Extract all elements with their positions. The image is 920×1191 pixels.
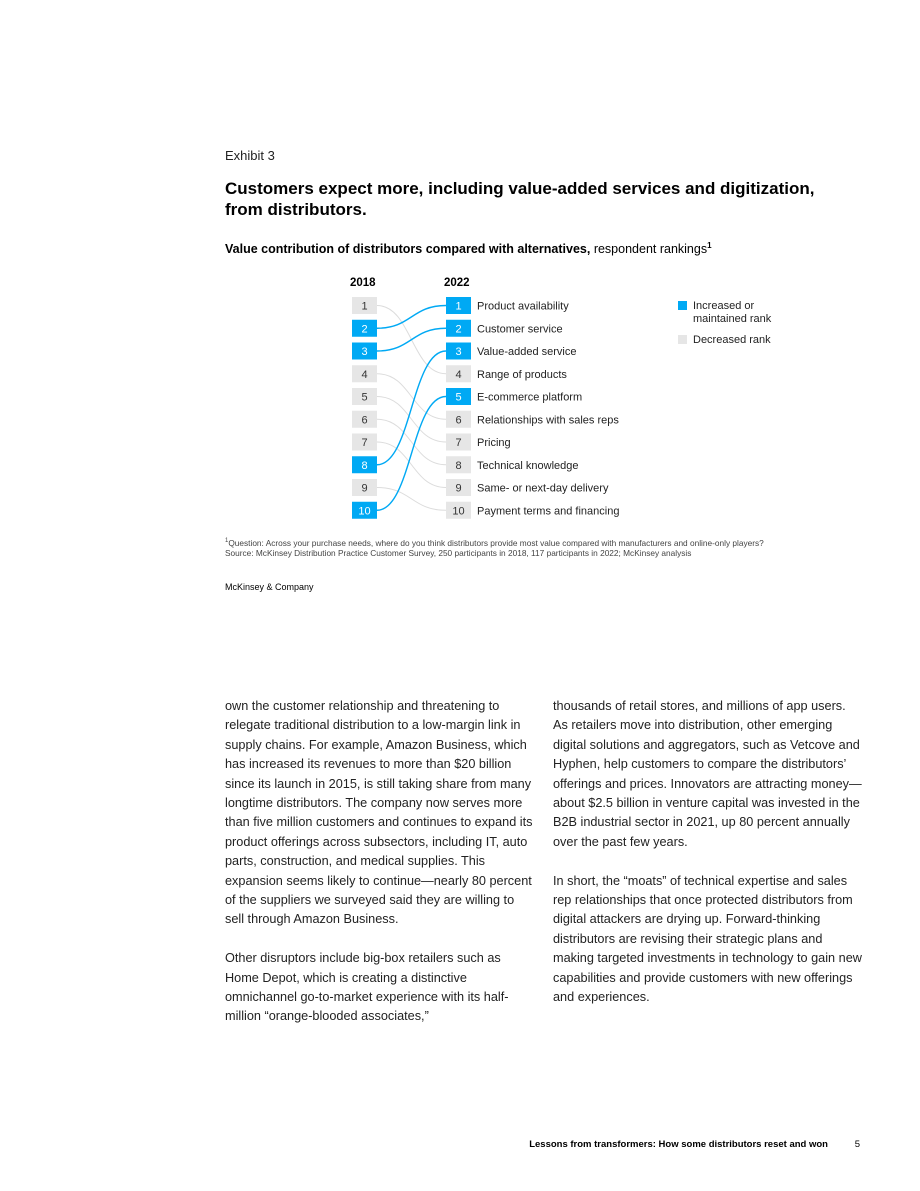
rank-label-2022: 7 — [455, 437, 462, 449]
footnote — [225, 536, 825, 559]
subtitle-bold: Value contribution of distributors compared with alternatives, — [225, 242, 591, 257]
item-label: E-commerce platform — [477, 391, 583, 404]
rank-label-2018: 7 — [361, 437, 368, 449]
footer-title: Lessons from transformers: How some distributors reset and won — [529, 1139, 828, 1150]
rank-label-2022: 1 — [455, 300, 462, 313]
item-label: Value-added service — [477, 346, 577, 358]
brand-label: McKinsey & Company — [225, 582, 314, 592]
page-number: 5 — [854, 1139, 860, 1150]
connector-line-increased — [377, 328, 446, 351]
rank-label-2022: 8 — [455, 459, 462, 472]
legend-label-increased-line2: maintained rank — [693, 313, 772, 325]
footnote-source: Source: McKinsey Distribution Practice Customer Survey, 250 participants in 2018, 117 participants in 2022; McKinsey analysis — [225, 548, 692, 559]
rank-label-2022: 2 — [455, 323, 462, 336]
rank-label-2018: 10 — [358, 505, 371, 518]
connector-line-increased — [377, 351, 446, 465]
exhibit-label: Exhibit 3 — [225, 148, 275, 163]
item-label: Technical knowledge — [477, 459, 579, 472]
body-paragraph: Other disruptors include big-box retailers such as Home Depot, which is creating a distinctive omnichannel go-to-market experience with its half-million “orange-blooded associates,” — [225, 951, 509, 1024]
connector-line-increased — [377, 306, 446, 329]
item-label: Range of products — [477, 368, 567, 381]
rank-label-2022: 3 — [455, 346, 462, 358]
item-label: Payment terms and financing — [477, 505, 620, 518]
item-label: Relationships with sales reps — [477, 414, 619, 427]
slope-chart — [0, 0, 920, 530]
footnote-question-text: Question: Across your purchase needs, where do you think distributors provide most value compared with manufacturers and online-only players? — [228, 537, 764, 548]
connector-line-decreased — [377, 442, 446, 488]
connector-line-decreased — [377, 374, 446, 420]
item-label: Same- or next-day delivery — [477, 482, 609, 495]
legend-swatch-decreased — [678, 335, 687, 344]
connector-line-increased — [377, 397, 446, 511]
body-paragraph: thousands of retail stores, and millions of app users. As retailers move into distribution, other emerging digital solutions and aggregators, such as Vetcove and Hyphen, help customers to compare the distributors’ offerings and prices. Innovators are attracting money—about $2.5 billion in venture capital was invested in the B2B industrial sector in 2021, up 80 percent annually over the past few years. — [553, 699, 862, 849]
rank-label-2022: 6 — [455, 414, 462, 427]
right-year-label: 2022 — [444, 277, 470, 289]
rank-label-2022: 9 — [455, 482, 462, 495]
rank-label-2022: 10 — [452, 505, 465, 518]
item-label: Customer service — [477, 323, 563, 336]
rank-label-2018: 1 — [361, 300, 368, 313]
connector-line-decreased — [377, 419, 446, 465]
rank-label-2018: 3 — [361, 346, 368, 358]
chart-title: Customers expect more, including value-added services and digitization, from distributors. — [225, 179, 815, 219]
rank-label-2018: 2 — [361, 323, 368, 336]
body-paragraph: In short, the “moats” of technical expertise and sales rep relationships that once protected distributors from digital attackers are drying up. Forward-thinking distributors are revising their strategic plans and making targeted investments in technology to gain new capabilities and provide customers with new offerings and experiences. — [553, 873, 862, 1005]
body-paragraph: own the customer relationship and threatening to relegate traditional distribution to a low-margin link in supply chains. For example, Amazon Business, which has increased its revenues to more than $20 billion since its launch in 2015, is still taking share from many longtime distributors. The company now serves more than five million customers and continues to expand its product offerings across subsectors, including IT, auto parts, construction, and medical supplies. This expansion seems likely to continue—nearly 80 percent of the suppliers we surveyed said they are willing to sell through Amazon Business. — [225, 699, 533, 927]
rank-label-2018: 6 — [361, 414, 368, 427]
rank-label-2018: 5 — [361, 391, 368, 404]
rank-label-2022: 4 — [455, 368, 462, 381]
subtitle-footnote-mark: 1 — [707, 241, 712, 250]
item-label: Product availability — [477, 300, 569, 313]
rank-label-2018: 9 — [361, 482, 368, 495]
footnote-mark: 1 — [225, 538, 229, 544]
legend-label-increased-line1: Increased or — [693, 300, 755, 312]
connector-line-decreased — [377, 397, 446, 443]
footnote-question — [225, 536, 825, 548]
legend-label-decreased: Decreased rank — [693, 334, 771, 346]
item-label: Pricing — [477, 437, 511, 449]
legend-swatch-increased — [678, 301, 687, 310]
left-year-label: 2018 — [350, 277, 376, 289]
body-column-left — [225, 697, 535, 1046]
rank-label-2018: 4 — [361, 368, 368, 381]
subtitle-rest: respondent rankings — [590, 242, 708, 257]
body-column-right — [553, 697, 863, 1027]
rank-label-2022: 5 — [455, 391, 462, 404]
rank-label-2018: 8 — [361, 459, 368, 472]
